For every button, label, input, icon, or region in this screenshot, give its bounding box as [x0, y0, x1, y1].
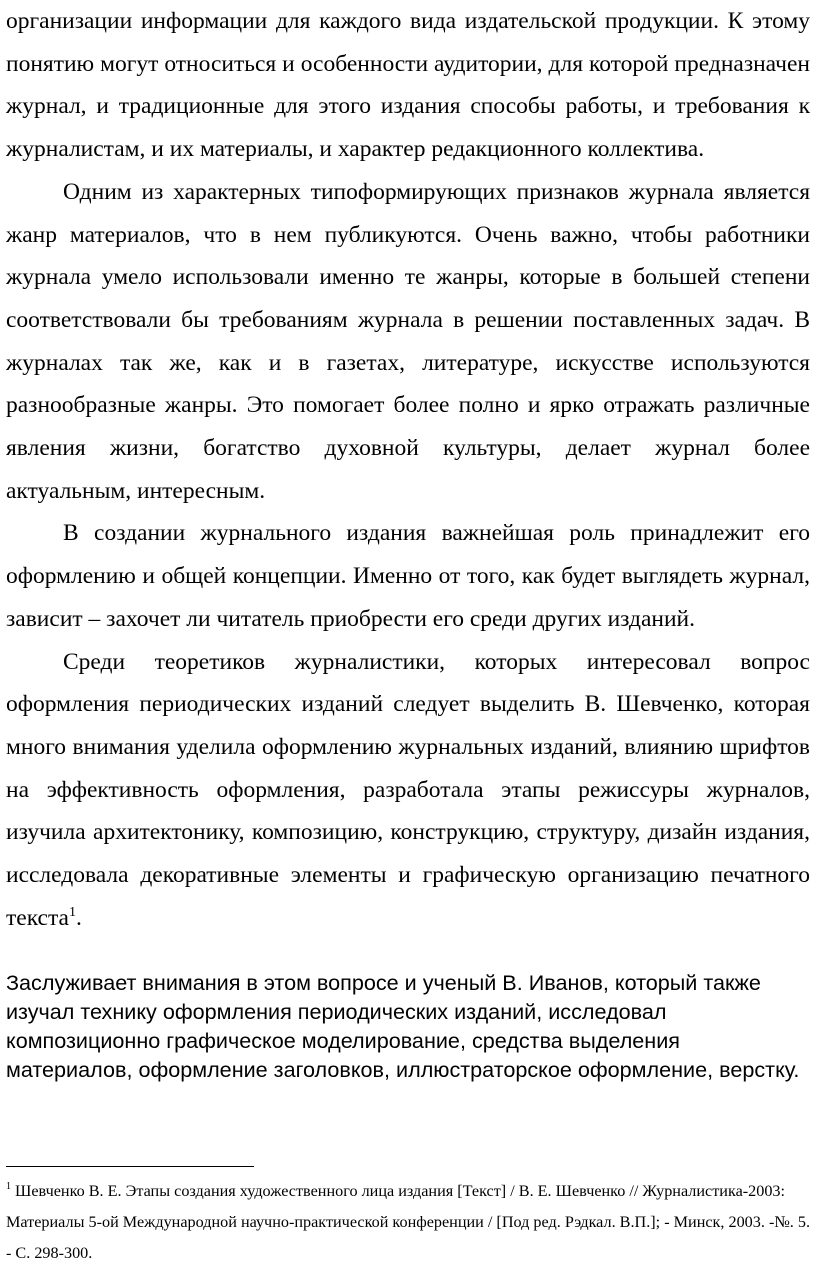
main-text [6, 0, 810, 939]
paragraph-theorists-end: . [75, 904, 82, 931]
paragraph-ivanov: Заслуживает внимания в этом вопросе и ученый В. Иванов, который также изучал технику оформления периодических изданий, исследовал композиционно графическое моделирование, средства выделения материалов, оформление заголовков, иллюстраторское оформление, верстку. [6, 970, 800, 1082]
paragraph-continued: организации информации для каждого вида издательской продукции. К этому понятию могут относиться и особенности аудитории, для которой предназначен журнал, и традиционные для этого издания способы работы, и требования к журналистам, и их материалы, и характер редакционного коллектива. [6, 8, 810, 163]
footnote-text: Шевченко В. Е. Этапы создания художественного лица издания [Текст] / В. Е. Шевченко // Журналистика-2003: Материалы 5-ой Международной научно-практической конференции / [Под ред. Рэдкал. В.П.]; - Минск, 2003. -№. 5. - С. 298-300. [6, 1182, 811, 1262]
paragraph-theorists [6, 641, 810, 940]
paragraph-design: В создании журнального издания важнейшая роль принадлежит его оформлению и общей концепции. Именно от того, как будет выглядеть журнал, зависит – захочет ли читатель приобрести его среди других изданий. [6, 520, 810, 632]
footnote-number: 1 [6, 1181, 11, 1192]
footnote-reference: 1 [68, 904, 76, 920]
footnote-divider [6, 1166, 254, 1167]
footnote [6, 1176, 812, 1269]
paragraph-theorists-text: Среди теоретиков журналистики, которых интересовал вопрос оформления периодических изданий следует выделить В. Шевченко, которая много внимания уделила оформлению журнальных изданий, влиянию шрифтов на эффективность оформления, разработала этапы режиссуры журналов, изучила архитектонику, композицию, конструкцию, структуру, дизайн издания, исследовала декоративные элементы и графическую организацию печатного текста [6, 648, 810, 931]
paragraph-genres: Одним из характерных типоформирующих признаков журнала является жанр материалов, что в нем публикуются. Очень важно, чтобы работники журнала умело использовали именно те жанры, которые в большей степени соответствовали бы требованиям журнала в решении поставленных задач. В журналах так же, как и в газетах, литературе, искусстве используются разнообразные жанры. Это помогает более полно и ярко отражать различные явления жизни, богатство духовной культуры, делает журнал более актуальным, интересным. [6, 178, 810, 504]
